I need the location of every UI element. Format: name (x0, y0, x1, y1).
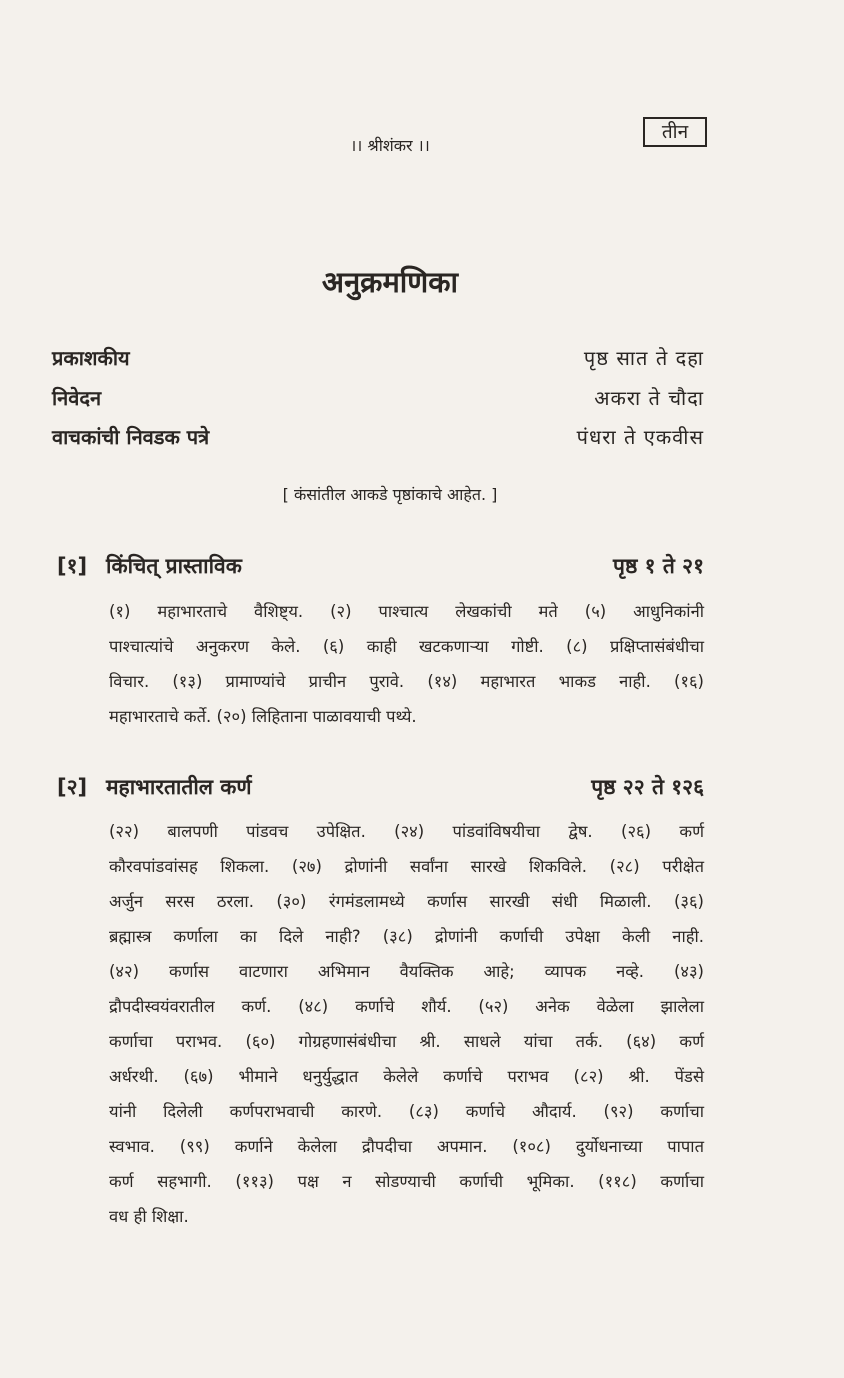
contents-line: अर्धरथी. (६७) भीमाने धनुर्युद्धात केलेले कर्णाचे पराभव (८२) श्री. पेंडसे (109, 1067, 704, 1086)
front-matter-pages: पंधरा ते एकवीस (576, 425, 704, 449)
front-matter-label: निवेदन (52, 386, 102, 410)
front-matter-label: प्रकाशकीय (52, 346, 130, 370)
chapter-pages: पृष्ठ २२ ते १२६ (591, 775, 704, 799)
chapter-number: [१] (57, 554, 88, 578)
contents-line: महाभारताचे कर्ते. (२०) लिहिताना पाळावयाची पथ्ये. (109, 707, 417, 726)
front-matter-label: वाचकांची निवडक पत्रे (52, 425, 210, 449)
contents-line: द्रौपदीस्वयंवरातील कर्ण. (४८) कर्णाचे शौर्य. (५२) अनेक वेळेला झालेला (109, 997, 704, 1016)
chapter-heading (57, 552, 704, 586)
contents-line: ब्रह्मास्त्र कर्णाला का दिले नाही? (३८) द्रोणांनी कर्णाची उपेक्षा केली नाही. (109, 927, 704, 946)
note: [ कंसांतील आकडे पृष्ठांकाचे आहेत. ] (282, 485, 498, 504)
chapter-pages: पृष्ठ १ ते २१ (613, 554, 704, 578)
contents-line: (४२) कर्णास वाटणारा अभिमान वैयक्तिक आहे; व्यापक नव्हे. (४३) (109, 962, 704, 981)
front-matter-row (52, 344, 704, 380)
contents-line: पाश्चात्यांचे अनुकरण केले. (६) काही खटकणाऱ्या गोष्टी. (८) प्रक्षिप्तासंबंधीचा (109, 637, 704, 656)
chapter-title: महाभारतातील कर्ण (106, 775, 252, 799)
contents-line: कर्णाचा पराभव. (६०) गोग्रहणासंबंधीचा श्री. साधले यांचा तर्क. (६४) कर्ण (109, 1032, 704, 1051)
chapter-title: किंचित् प्रास्ताविक (106, 554, 242, 578)
invocation: ।। श्रीशंकर ।। (350, 136, 430, 155)
front-matter-row (52, 423, 704, 459)
front-matter-pages: पृष्ठ सात ते दहा (583, 346, 704, 370)
front-matter-row (52, 384, 704, 420)
contents-line: (१) महाभारताचे वैशिष्ट्य. (२) पाश्चात्य लेखकांची मते (५) आधुनिकांनी (109, 602, 704, 621)
contents-line: विचार. (१३) प्रामाण्यांचे प्राचीन पुरावे. (१४) महाभारत भाकड नाही. (१६) (109, 672, 704, 691)
contents-line: स्वभाव. (९९) कर्णाने केलेला द्रौपदीचा अपमान. (१०८) दुर्योधनाच्या पापात (109, 1137, 704, 1156)
page-number-box: तीन (643, 117, 707, 147)
page-title: अनुक्रमणिका (321, 265, 459, 299)
front-matter-pages: अकरा ते चौदा (594, 386, 704, 410)
contents-line: अर्जुन सरस ठरला. (३०) रंगमंडलामध्ये कर्णास सारखी संधी मिळाली. (३६) (109, 892, 704, 911)
contents-line: कर्ण सहभागी. (११३) पक्ष न सोडण्याची कर्णाची भूमिका. (११८) कर्णाचा (109, 1172, 704, 1191)
chapter-contents (109, 814, 704, 1234)
chapter-contents (109, 594, 704, 734)
contents-line: कौरवपांडवांसह शिकला. (२७) द्रोणांनी सर्वांना सारखे शिकविले. (२८) परीक्षेत (109, 857, 704, 876)
contents-line: यांनी दिलेली कर्णपराभवाची कारणे. (८३) कर्णाचे औदार्य. (९२) कर्णाचा (109, 1102, 704, 1121)
contents-line: वध ही शिक्षा. (109, 1207, 189, 1226)
chapter-heading (57, 773, 704, 807)
contents-line: (२२) बालपणी पांडवच उपेक्षित. (२४) पांडवांविषयीचा द्वेष. (२६) कर्ण (109, 822, 704, 841)
chapter-number: [२] (57, 775, 88, 799)
